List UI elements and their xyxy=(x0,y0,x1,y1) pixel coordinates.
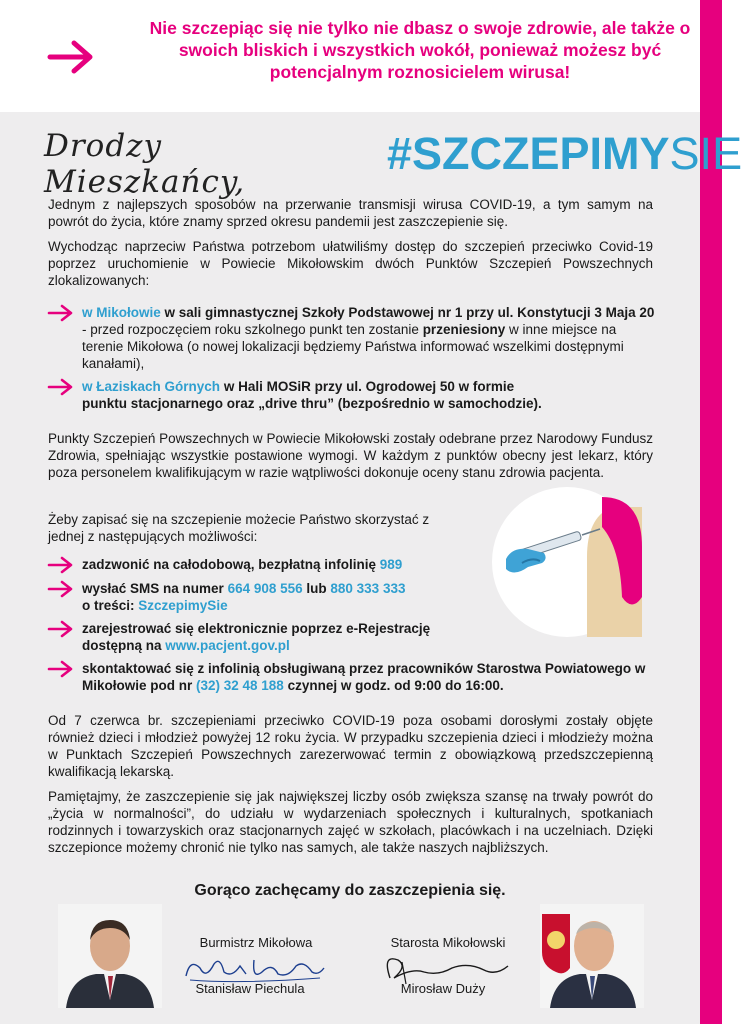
hashtag-main: #SZCZEPIMY xyxy=(387,128,670,179)
arrow-right-icon xyxy=(48,378,74,396)
option-online xyxy=(82,620,502,654)
location-note-c: w inne miejsce na terenie Mikołowa (o nowej lokalizacji będziemy Państwa informować wszelkimi dostępnymi kanałami), xyxy=(82,322,624,371)
location-text xyxy=(82,304,657,372)
paragraph-points-intro: Wychodząc naprzeciw Państwa potrzebom ułatwiliśmy dostęp do szczepień przeciwko Covid-19 poprzez uruchomienie w Powiecie Mikołowskim dwóch Punktów Szczepień Powszechnych zlokalizowanych: xyxy=(48,239,653,288)
starosta-portrait xyxy=(540,904,644,1008)
pacjent-url-link[interactable]: www.pacjent.gov.pl xyxy=(165,638,290,653)
signup-option xyxy=(48,556,658,574)
arrow-right-icon xyxy=(48,556,74,574)
paragraph-signup-intro: Żeby zapisać się na szczepienie możecie Państwo skorzystać z jednej z następujących możliwości: xyxy=(48,512,430,544)
sms-number-link[interactable]: 880 333 333 xyxy=(330,581,406,596)
option-text: o treści: xyxy=(82,598,139,613)
header-notice: Nie szczepiąc się nie tylko nie dbasz o swoje zdrowie, ale także o swoich bliskich i wszystkich wokół, ponieważ możesz być potencjalnym roznosicielem wirusa! xyxy=(149,18,691,82)
location-text xyxy=(82,378,552,412)
option-text: zarejestrować się elektronicznie poprzez e-Rejestrację xyxy=(82,621,431,636)
option-text: skontaktować się z infolinią obsługiwaną przez pracowników Starostwa Powiatowego w Mikołowie pod nr xyxy=(82,661,646,693)
location-place: w Łaziskach Górnych xyxy=(82,379,221,394)
option-infoline xyxy=(82,660,657,694)
arrow-right-icon xyxy=(48,304,74,322)
phone-number-link[interactable]: 989 xyxy=(379,557,403,572)
location-address: w Hali MOSiR przy ul. Ogrodowej 50 w formie punktu stacjonarnego oraz „drive thru” (bezpośrednio w samochodzie). xyxy=(82,379,542,411)
signatory-name: Stanisław Piechula xyxy=(195,981,305,996)
location-note-a: - przed rozpoczęciem roku szkolnego punkt ten zostanie xyxy=(82,322,423,337)
sms-code: SzczepimySie xyxy=(138,598,228,613)
location-item xyxy=(48,378,658,414)
sms-number-link[interactable]: 664 908 556 xyxy=(227,581,303,596)
signatory-title: Burmistrz Mikołowa xyxy=(199,935,313,950)
signup-option xyxy=(48,660,658,696)
option-text: zadzwonić na całodobową, bezpłatną infolinię xyxy=(82,557,380,572)
paragraph-appeal: Pamiętajmy, że zaszczepienie się jak największej liczby osób zwiększa szansę na trwały powrót do „życia w normalności”, do udziału w wydarzeniach społecznych i kulturalnych, spotkaniach rodzinnych i towarzyskich oraz stacjonarnych zajęć w szkołach, placówkach i na uczelniach. Dzięki szczepionce możemy chronić nie tylko nas samych, ale także naszych najbliższych. xyxy=(48,789,653,855)
hashtag-logo xyxy=(387,124,742,184)
option-text: czynnej w godz. od 9:00 do 16:00. xyxy=(283,678,504,693)
starosta-photo xyxy=(540,904,644,1008)
greeting-handwritten: Drodzy Mieszkańcy, xyxy=(44,128,246,200)
location-item xyxy=(48,304,658,374)
location-address: w sali gimnastycznej Szkoły Podstawowej nr 1 przy ul. Konstytucji 3 Maja 20 xyxy=(164,305,655,320)
hashtag-suffix: SIE xyxy=(669,128,742,179)
arrow-right-icon xyxy=(48,580,74,598)
option-sms xyxy=(82,580,502,614)
option-text: lub xyxy=(302,581,331,596)
signatory-name: Mirosław Duży xyxy=(400,981,486,996)
paragraph-children: Od 7 czerwca br. szczepieniami przeciwko COVID-19 poza osobami dorosłymi zostały objęte również dzieci i młodzież powyżej 12 roku życia. W przypadku szczepienia dzieci i młodzieży można w Punktach Szczepień Powszechnych zarezerwować termin z obowiązkową przedszczepienną kwalifikacją lekarską. xyxy=(48,713,653,779)
option-text: wysłać SMS na numer xyxy=(82,581,228,596)
signup-option xyxy=(48,580,658,616)
arrow-right-icon xyxy=(48,620,74,638)
signatory-title: Starosta Mikołowski xyxy=(390,935,506,950)
mayor-portrait xyxy=(58,904,162,1008)
paragraph-intro: Jednym z najlepszych sposobów na przerwanie transmisji wirusa COVID-19, a tym samym na powrót do życia, które znamy sprzed okresu pandemii jest zaszczepienie się. xyxy=(48,197,653,229)
signup-option xyxy=(48,620,658,656)
closing-line: Gorąco zachęcamy do zaszczepienia się. xyxy=(194,882,506,899)
option-phone xyxy=(82,556,502,573)
infoline-number-link[interactable]: (32) 32 48 188 xyxy=(196,678,284,693)
option-text: dostępną na xyxy=(82,638,166,653)
paragraph-nfz: Punkty Szczepień Powszechnych w Powiecie Mikołowski zostały odebrane przez Narodowy Fundusz Zdrowia, spełniając wszystkie postawione wymogi. W każdym z punktów obecny jest lekarz, który poza personelem kwalifikującym w razie wątpliwości dokonuje oceny stanu zdrowia pacjenta. xyxy=(48,431,653,480)
location-place: w Mikołowie xyxy=(82,305,161,320)
arrow-right-icon xyxy=(48,660,74,678)
location-note-bold: przeniesiony xyxy=(422,322,506,337)
arrow-right-icon xyxy=(48,40,94,74)
mayor-photo xyxy=(58,904,162,1008)
